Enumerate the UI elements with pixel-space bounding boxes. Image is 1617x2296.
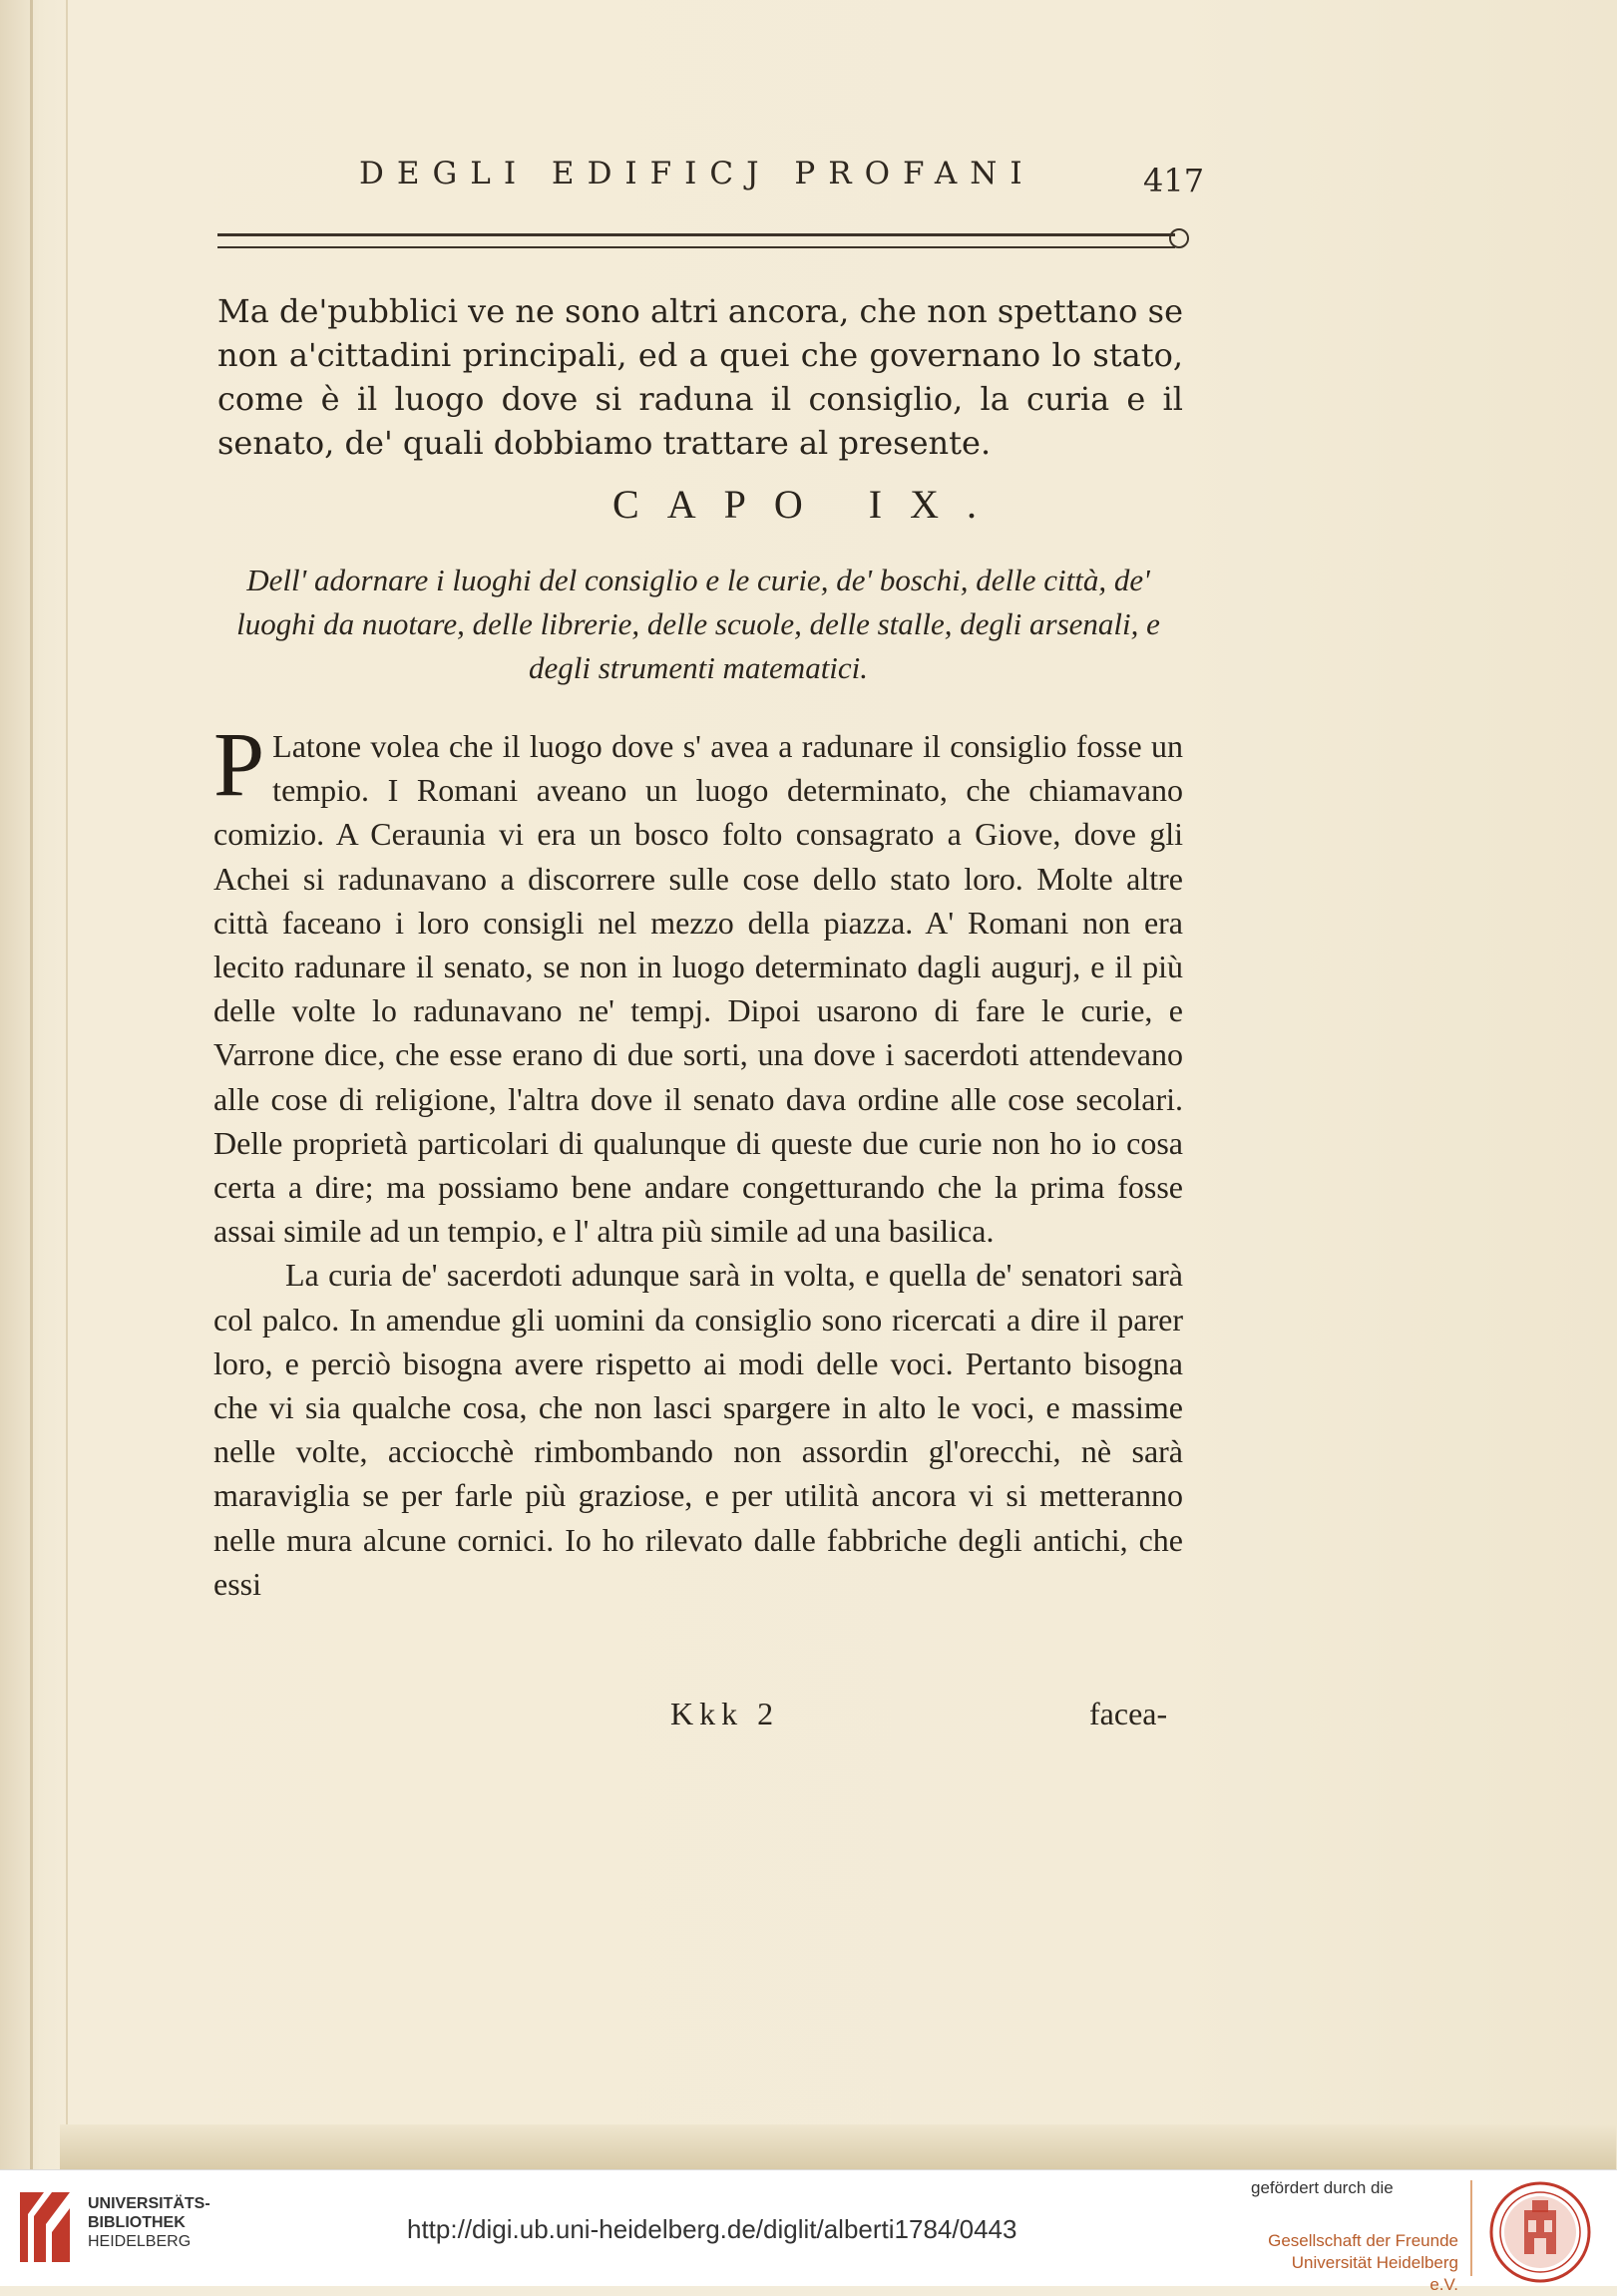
viewer-footer xyxy=(0,2169,1617,2294)
university-seal-icon xyxy=(1488,2180,1592,2284)
paragraph-1-text: Latone volea che il luogo dove s' avea a radunare il consiglio fosse un tempio. I Romani aveano un luogo determinato, che chiamavano comizio. A Ceraunia vi era un bosco folto consagrato a Giove, dove gli Achei si radunavano a discorrere sulle cose dello stato loro. Molte altre città faceano i loro consigli nel mezzo della piazza. A' Romani non era lecito radunare il senato, se non in luogo determinato dagli augurj, e il più delle volte lo radunavano ne' tempj. Dipoi usarono di fare le curie, e Varrone dice, che esse erano di due sorti, una dove i sacerdoti attendevano alle cose di religione, l'altra dove il senato dava ordine alle cose secolari. Delle proprietà particolari di qualunque di queste due curie non ho io cosa certa a dire; ma possiamo bene andare congetturando che la prima fosse assai simile ad un tempio, e l' altra più simile ad una basilica. xyxy=(213,728,1183,1250)
chapter-heading: CAPO IX. xyxy=(612,482,1005,527)
page-gutter-inner xyxy=(66,0,68,2169)
intro-paragraph: Ma de'pubblici ve ne sono altri ancora, che non spettano se non a'cittadini principali, ed a quei che governano lo stato, come è il luogo dove si raduna il consiglio, la curia e il senato, de' quali dobbiamo trattare al presente. xyxy=(217,292,1183,462)
page-bottom-edge xyxy=(60,2124,1616,2169)
paragraph-1 xyxy=(213,713,1183,1253)
body-text xyxy=(213,713,1183,1606)
catchword: facea- xyxy=(1089,1696,1168,1731)
signature-mark: Kkk 2 xyxy=(670,1696,780,1731)
header-rule xyxy=(217,233,1175,248)
permalink-url[interactable]: http://digi.ub.uni-heidelberg.de/diglit/alberti1784/0443 xyxy=(407,2214,1017,2244)
university-library-logo-icon xyxy=(16,2188,74,2266)
page-gutter xyxy=(30,0,33,2169)
bleed-through-text xyxy=(1235,339,1355,373)
drop-cap: P xyxy=(213,713,265,815)
society-name[interactable]: Gesellschaft der Freunde Universität Heidelberg e.V. xyxy=(1268,2231,1458,2294)
running-head: DEGLI EDIFICJ PROFANI xyxy=(359,156,1035,191)
funded-by-label: gefördert durch die xyxy=(1251,2178,1394,2197)
chapter-summary: Dell' adornare i luoghi del consiglio e le curie, de' boschi, delle città, de' luoghi da nuotare, delle librerie, delle scuole, delle stalle, degli arsenali, e degli strumenti matematici. xyxy=(236,563,1160,685)
library-name: UNIVERSITÄTS- BIBLIOTHEK HEIDELBERG xyxy=(88,2195,210,2250)
page-number: 417 xyxy=(1143,162,1205,199)
paragraph-2: La curia de' sacerdoti adunque sarà in volta, e quella de' senatori sarà col palco. In amendue gli uomini da consiglio sono ricercati a dire il parer loro, e perciò bisogna avere rispetto ai modi delle voci. Pertanto bisogna che vi sia qualche cosa, che non lasci spargere in alto le voci, e massime nelle volte, acciocchè rimbombando non assordin gl'orecchi, nè sarà maraviglia se per farle più graziose, e per utilità ancora vi si metteranno nelle mura alcune cornici. Io ho rilevato dalle fabbriche degli antichi, che essi xyxy=(213,1257,1183,1602)
header-rule-ornament xyxy=(1169,228,1189,248)
footer-divider xyxy=(1470,2180,1472,2276)
